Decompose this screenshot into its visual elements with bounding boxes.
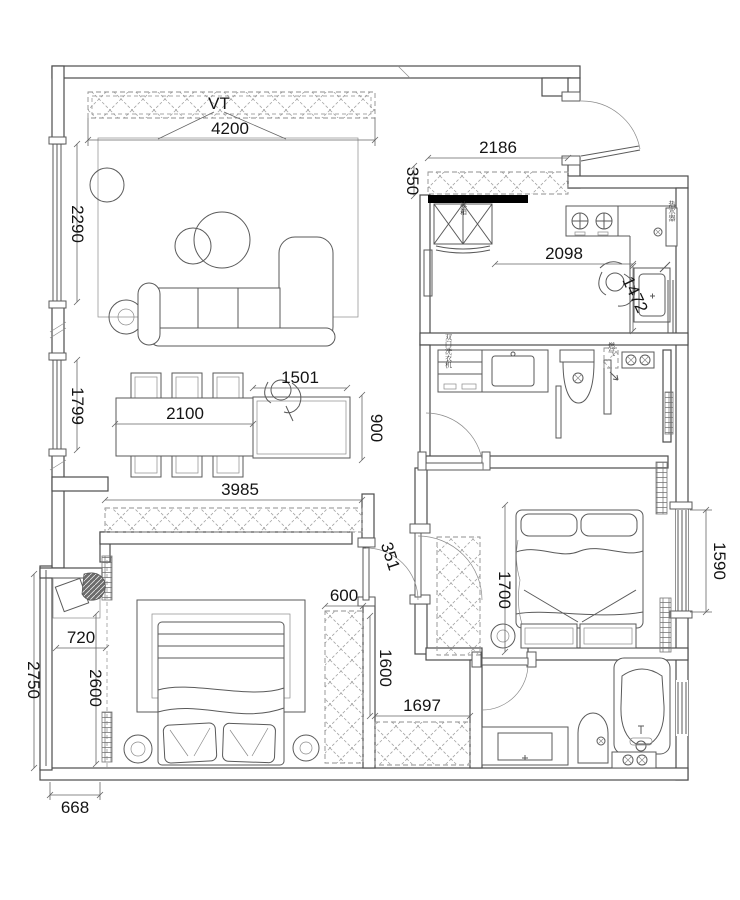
dim-balcony-width: 668	[60, 798, 90, 817]
dining-area	[105, 373, 362, 532]
bathroom2	[482, 658, 670, 768]
wardrobe2	[325, 611, 363, 763]
fridge[interactable]	[434, 200, 492, 253]
toilet1[interactable]	[560, 350, 594, 403]
armchair	[82, 573, 105, 600]
dim-wardrobe-width: 600	[329, 586, 359, 605]
dim-balcony-length: 2750	[24, 661, 43, 699]
storage-cabinet	[105, 508, 362, 532]
bench	[580, 624, 636, 648]
dim-kitchen-counter: 2098	[545, 244, 583, 263]
island-counter[interactable]	[253, 397, 350, 458]
nightstand	[124, 735, 152, 763]
stool	[491, 624, 515, 648]
bathtub[interactable]	[614, 658, 670, 754]
dim-living-width: 4200	[211, 119, 249, 138]
dim-kitchen-cabinet: 2186	[479, 138, 517, 157]
counter-bar	[428, 195, 528, 203]
drain-box	[612, 752, 656, 768]
dim-island-depth: 900	[367, 413, 386, 443]
gas-meter-label: 燃气	[607, 342, 615, 356]
dim-dining-window: 1799	[68, 387, 87, 425]
radiator	[660, 598, 671, 652]
bathroom1-vanity[interactable]	[482, 350, 548, 392]
hall-cabinet	[375, 722, 470, 765]
bathroom1	[438, 334, 673, 439]
radiator	[665, 392, 673, 434]
vt-label: VT	[208, 94, 230, 113]
master-window	[670, 502, 692, 618]
side-table	[175, 228, 211, 264]
dim-bed-wall: 2600	[86, 669, 105, 707]
bench	[521, 624, 577, 648]
dim-kitchen-depth: 1472	[618, 273, 652, 316]
water-heater[interactable]	[666, 200, 677, 246]
master-wardrobe	[437, 537, 480, 655]
radiator	[102, 712, 112, 762]
dim-island-length: 1501	[281, 368, 319, 387]
dim-storage-wall: 3985	[221, 480, 259, 499]
cooktop[interactable]	[566, 206, 618, 236]
fridge-label: 冰箱	[459, 201, 467, 215]
master-bedroom	[437, 462, 671, 655]
dining-window	[49, 353, 66, 456]
entry-door[interactable]	[562, 92, 640, 165]
washing-machine-label: 双门洗衣机	[444, 333, 452, 369]
dim-kitchen-cabinet-depth: 350	[403, 166, 422, 196]
dim-master-window: 1590	[710, 542, 729, 580]
nightstand	[293, 735, 319, 761]
sofa[interactable]	[138, 237, 335, 346]
toilet2[interactable]	[578, 713, 608, 763]
bedroom2	[53, 556, 470, 765]
water-heater-label: 热水器	[668, 200, 675, 222]
dim-wardrobe-length: 1600	[376, 649, 395, 687]
dim-master-wardrobe: 1700	[495, 571, 514, 609]
master-bed[interactable]	[516, 510, 643, 628]
coffee-table	[194, 212, 250, 268]
floor-lamp	[90, 168, 124, 202]
balcony-desk[interactable]	[53, 573, 105, 618]
dim-door-stub: 351	[376, 539, 404, 573]
dim-dining-table: 2100	[166, 404, 204, 423]
bath-window	[676, 680, 688, 736]
bed2[interactable]	[158, 622, 284, 765]
kitchen-cabinet	[428, 172, 568, 194]
dim-hall-cabinet: 1697	[403, 696, 441, 715]
bathroom2-vanity[interactable]	[482, 727, 568, 765]
dim-living-window: 2290	[68, 205, 87, 243]
gas-meter	[604, 341, 654, 380]
radiator	[656, 462, 667, 514]
living-window	[49, 137, 66, 308]
shower-glass	[556, 386, 561, 438]
dim-desk: 720	[66, 628, 96, 647]
